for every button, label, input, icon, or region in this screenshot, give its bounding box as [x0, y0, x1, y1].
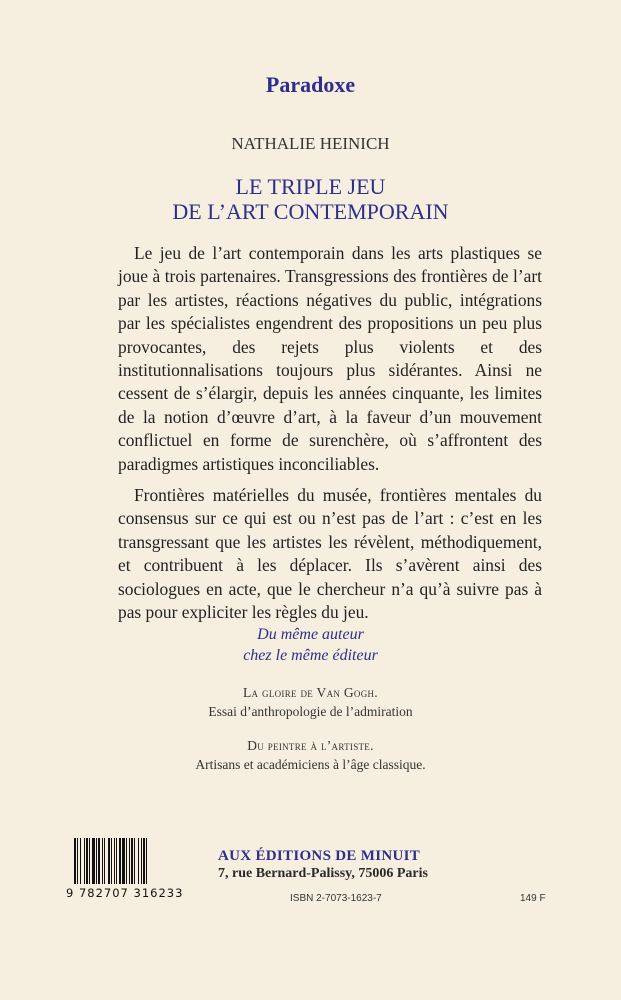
barcode-bar	[92, 838, 95, 884]
barcode	[66, 838, 212, 918]
book-title	[0, 174, 621, 224]
other-book-title: La gloire de Van Gogh.	[243, 685, 378, 700]
barcode-bar	[96, 838, 97, 884]
barcode-bar	[80, 838, 81, 884]
same-author-line-2: chez le même éditeur	[243, 647, 378, 664]
barcode-bar	[89, 838, 90, 884]
barcode-bar	[134, 838, 135, 884]
barcode-bars	[66, 838, 212, 884]
blurb-paragraph-2: Frontières matérielles du musée, frontières mentales du consensus sur ce qui est ou n’est pas de l’art : c’est en les transgressant que les artistes les révèlent, méthodiquement, et contribuent à les déplacer. Ils s’avèrent ainsi des sociologues en acte, que le chercheur n’a qu’à suivre pas à pas pour expliciter les règles du jeu.	[118, 485, 542, 623]
barcode-bar	[141, 838, 142, 884]
other-book-1	[0, 683, 621, 721]
other-book-2	[0, 736, 621, 774]
blurb	[118, 242, 542, 633]
book-title-line-1: LE TRIPLE JEU	[235, 174, 386, 199]
other-books-list	[0, 683, 621, 789]
barcode-bar	[138, 838, 139, 884]
price-label: 149 F	[520, 893, 546, 904]
barcode-digits: 9 782707 316233	[66, 886, 184, 900]
barcode-bar	[111, 838, 112, 884]
author-name: NATHALIE HEINICH	[231, 134, 390, 153]
barcode-bar	[131, 838, 133, 884]
same-author-line-1: Du même auteur	[257, 626, 364, 643]
book-title-line-2: DE L’ART CONTEMPORAIN	[172, 199, 449, 224]
barcode-bar	[129, 838, 130, 884]
blurb-paragraph-1: Le jeu de l’art contemporain dans les arts plastiques se joue à trois partenaires. Transgressions des frontières de l’art par les artistes, réactions négatives du public, intégrations par les spécialistes engendrent des propositions un peu plus provocantes, des rejets plus violents et des institutionnalisations toujours plus sidérantes. Ainsi ne cessent de s’élargir, depuis les années cinquante, les limites de la notion d’œuvre d’art, à la faveur d’un mouvement conflictuel en forme de surenchère, où s’affrontent des paradigmes artistiques inconciliables.	[118, 243, 542, 474]
barcode-bar	[146, 838, 147, 884]
barcode-bar	[119, 838, 121, 884]
barcode-bar	[98, 838, 100, 884]
isbn-number: ISBN 2-7073-1623-7	[290, 893, 382, 904]
other-book-title: Du peintre à l’artiste.	[247, 738, 374, 753]
barcode-bar	[102, 838, 103, 884]
barcode-bar	[143, 838, 145, 884]
barcode-bar	[84, 838, 85, 884]
other-book-subtitle: Artisans et académiciens à l’âge classique.	[195, 757, 426, 772]
barcode-bar	[77, 838, 78, 884]
barcode-bar	[126, 838, 127, 884]
barcode-bar	[86, 838, 88, 884]
publisher-name: AUX ÉDITIONS DE MINUIT	[218, 848, 421, 864]
barcode-bar	[108, 838, 110, 884]
publisher-address: 7, rue Bernard-Palissy, 75006 Paris	[218, 866, 428, 881]
barcode-bar	[116, 838, 117, 884]
barcode-bar	[114, 838, 115, 884]
other-book-subtitle: Essai d’anthropologie de l’admiration	[208, 704, 413, 719]
barcode-bar	[104, 838, 105, 884]
barcode-bar	[74, 838, 76, 884]
barcode-bar	[122, 838, 125, 884]
series-name: Paradoxe	[265, 72, 356, 97]
same-author-heading	[0, 624, 621, 666]
